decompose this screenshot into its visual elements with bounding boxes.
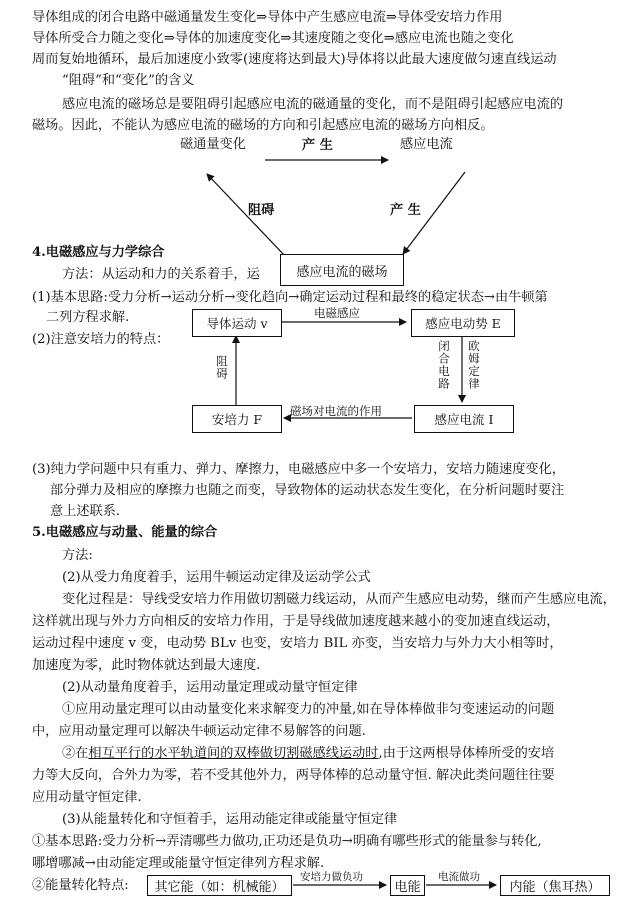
energy-approach: (3)从能量转化和守恒着手，运用动能定律或能量守恒定律: [62, 812, 398, 827]
section-5-title: 5.电磁感应与动量、能量的综合: [32, 525, 218, 540]
produce-right-label: 产 生: [390, 203, 421, 218]
ampere-note: (2)注意安培力的特点：: [32, 332, 170, 347]
current-work-label: 电流做功: [438, 871, 480, 883]
momentum-approach: (2)从动量角度着手，运用动量定理或动量守恒定律: [62, 680, 358, 695]
energy-idea-line-2: 哪增哪减→由动能定理或能量守恒定律列方程求解.: [32, 856, 325, 871]
pure-mech-line-2: 部分弹力及相应的摩擦力也随之而变，导致物体的运动状态发生变化，在分析问题时要注: [50, 483, 565, 498]
meaning-para-2: 磁场。因此，不能认为感应电流的磁场的方向和引起感应电流的磁场方向相反。: [32, 118, 494, 133]
pure-mech-line-3: 意上述联系.: [50, 504, 121, 519]
closed-circuit-label: 闭合电路: [437, 340, 451, 390]
meaning-para-1: 感应电流的磁场总是要阻碍引起感应电流的磁通量的变化，而不是阻碍引起感应电流的: [62, 97, 564, 112]
meaning-heading: “阻碍”和“变化”的含义: [62, 73, 195, 88]
energy-idea-line-1: ①基本思路:受力分析→弄清哪些力做功,正功还是负功→明确有哪些形式的能量参与转化,: [32, 834, 542, 849]
momentum-theorem-line-2: 中，应用动量定理可以解决牛顿运动定律不易解答的问题.: [32, 724, 366, 739]
double-rod-line-3: 应用动量守恒定律.: [32, 790, 142, 805]
current-text: 感应电流 I: [434, 412, 494, 427]
ampere-force-box: [192, 405, 282, 433]
process-line-3: 运动过程中速度 v 变，电动势 BLv 也变，安培力 BIL 亦变，当安培力与外力大小相等时，: [32, 636, 563, 651]
double-rod-line-1: [62, 745, 554, 762]
internal-energy-text: 内能（焦耳热）: [509, 880, 601, 895]
double-rod-line-2: 力等大反向，合外力为零，若不受其他外力，两导体棒的总动量守恒. 解决此类问题往往要: [32, 768, 555, 783]
induction-label: 电磁感应: [314, 306, 360, 320]
ampere-force-text: 安培力 F: [211, 412, 263, 427]
intro-line-2: 导体所受合力随之变化⇒导体的加速度变化⇒其速度随之变化⇒感应电流也随之变化: [32, 31, 514, 46]
other-energy-box: [147, 875, 292, 896]
process-line-1: 变化过程是：导线受安培力作用做切割磁力线运动，从而产生感应电动势，继而产生感应电流，: [62, 592, 616, 607]
hinder-label: 阻碍: [248, 203, 275, 218]
momentum-theorem-line-1: ①应用动量定理可以由动量变化来求解变力的冲量,如在导体棒做非匀变速运动的问题: [62, 702, 555, 717]
motion-text: 导体运动 v: [206, 316, 268, 331]
emf-box: [411, 309, 515, 337]
induced-field-text: 感应电流的磁场: [296, 264, 388, 280]
electric-energy-text: 电能: [394, 880, 421, 895]
process-line-2: 这样就出现与外力方向相反的安培力作用，于是导线做加速度越来越小的变加速直线运动，: [32, 614, 560, 629]
ohm-law-label: 欧姆定律: [467, 340, 481, 390]
process-line-4: 加速度为零，此时物体就达到最大速度.: [32, 658, 261, 673]
pure-mech-line-1: (3)纯力学问题中只有重力、弹力、摩擦力，电磁感应中多一个安培力，安培力随速度变化，: [32, 462, 565, 477]
intro-line-3: 周而复始地循环，最后加速度小致零(速度将达到最大)导体将以此最大速度做匀速直线运动: [32, 52, 557, 67]
section-4-title: 4.电磁感应与力学综合: [32, 245, 165, 260]
negative-work-label: 安培力做负功: [300, 871, 363, 883]
double-rod-underlined: 相互平行的水平轨道间的双棒做切割磁感线运动时: [88, 746, 379, 761]
induced-current-label: 感应电流: [400, 137, 453, 152]
section-4-method: 方法：从运动和力的关系着手，运: [62, 267, 260, 282]
force-approach: (2)从受力角度着手，运用牛顿运动定律及运动学公式: [62, 570, 371, 585]
field-action-label: 磁场对电流的作用: [290, 404, 382, 418]
double-rod-suffix: ,由于这两根导体棒所受的安培: [378, 746, 555, 761]
basic-idea-line-2: 二列方程求解.: [46, 310, 130, 325]
current-box: [414, 405, 514, 433]
induced-field-box: [280, 254, 404, 286]
basic-idea-line-1: (1)基本思路:受力分析→运动分析→变化趋向→确定运动过程和最终的稳定状态→由牛顿第: [32, 290, 548, 305]
produce-top-label: 产 生: [302, 138, 333, 153]
emf-text: 感应电动势 E: [425, 316, 501, 331]
hinder-vertical-label: 阻碍: [215, 355, 229, 380]
energy-conversion-label: ②能量转化特点:: [32, 878, 129, 893]
other-energy-text: 其它能（如：机械能）: [154, 880, 285, 895]
intro-line-1: 导体组成的闭合电路中磁通量发生变化⇒导体中产生感应电流⇒导体受安培力作用: [32, 10, 503, 25]
motion-box: [192, 309, 282, 337]
double-rod-prefix: ②在: [62, 746, 89, 761]
flux-change-label: 磁通量变化: [180, 137, 246, 152]
section-5-method: 方法:: [62, 548, 93, 563]
electric-energy-box: [390, 875, 425, 896]
internal-energy-box: [500, 875, 610, 896]
